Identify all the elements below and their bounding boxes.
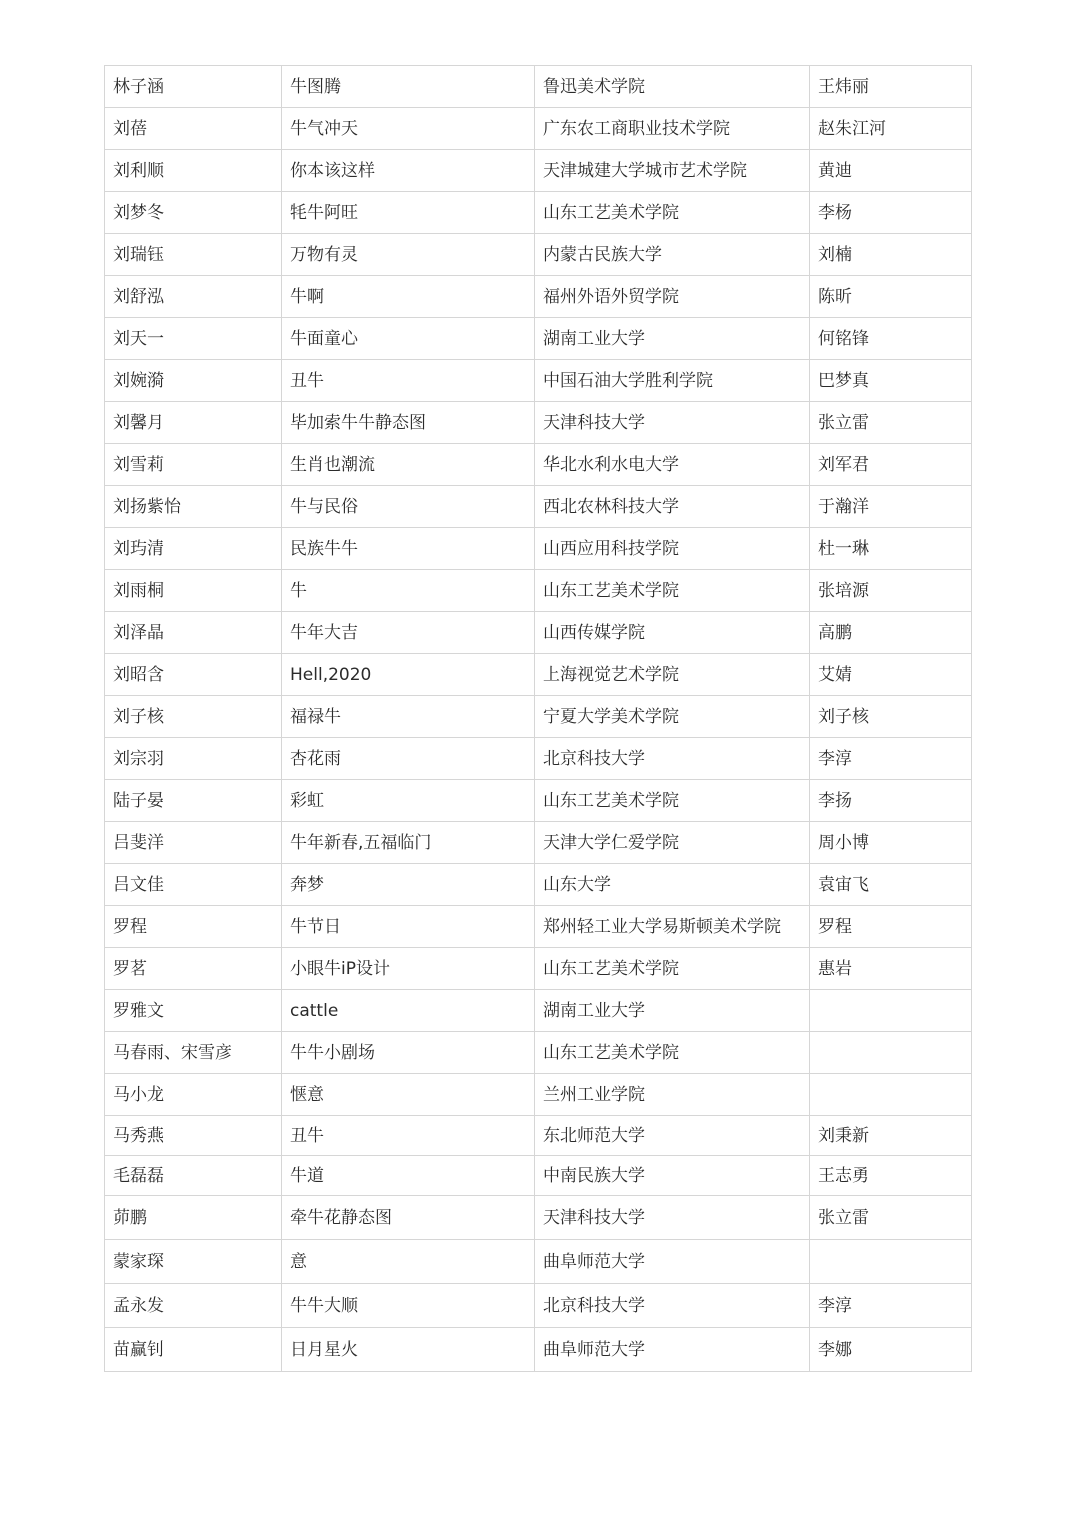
school-cell: 内蒙古民族大学: [535, 234, 810, 276]
school-cell: 山东工艺美术学院: [535, 780, 810, 822]
work-title-cell: 牛节日: [282, 906, 535, 948]
school-cell: 上海视觉艺术学院: [535, 654, 810, 696]
student-name-cell: 茆鹏: [105, 1196, 282, 1240]
work-title-cell: 日月星火: [282, 1328, 535, 1372]
student-name-cell: 蒙家琛: [105, 1240, 282, 1284]
work-title-cell: 小眼牛iP设计: [282, 948, 535, 990]
school-cell: 山东工艺美术学院: [535, 948, 810, 990]
student-name-cell: 孟永发: [105, 1284, 282, 1328]
work-title-cell: 牛年大吉: [282, 612, 535, 654]
table-row: [105, 696, 972, 738]
student-name-cell: 罗程: [105, 906, 282, 948]
school-cell: 山东大学: [535, 864, 810, 906]
student-name-cell: 马春雨、宋雪彦: [105, 1032, 282, 1074]
award-list-table: [104, 65, 972, 1372]
student-name-cell: 刘子核: [105, 696, 282, 738]
table-body: [105, 66, 972, 1372]
advisor-cell: 刘秉新: [810, 1116, 972, 1156]
school-cell: 湖南工业大学: [535, 990, 810, 1032]
work-title-cell: Hell,2020: [282, 654, 535, 696]
table-row: [105, 738, 972, 780]
student-name-cell: 刘玙清: [105, 528, 282, 570]
school-cell: 北京科技大学: [535, 738, 810, 780]
advisor-cell: 杜一琳: [810, 528, 972, 570]
advisor-cell: [810, 1240, 972, 1284]
school-cell: 山西传媒学院: [535, 612, 810, 654]
advisor-cell: 赵朱江河: [810, 108, 972, 150]
work-title-cell: 牛与民俗: [282, 486, 535, 528]
school-cell: 宁夏大学美术学院: [535, 696, 810, 738]
school-cell: 郑州轻工业大学易斯顿美术学院: [535, 906, 810, 948]
student-name-cell: 吕斐洋: [105, 822, 282, 864]
student-name-cell: 刘昭含: [105, 654, 282, 696]
advisor-cell: [810, 1032, 972, 1074]
advisor-cell: 李淳: [810, 738, 972, 780]
work-title-cell: 牛啊: [282, 276, 535, 318]
school-cell: 北京科技大学: [535, 1284, 810, 1328]
advisor-cell: 李杨: [810, 192, 972, 234]
table-row: [105, 1284, 972, 1328]
advisor-cell: 高鹏: [810, 612, 972, 654]
advisor-cell: 李娜: [810, 1328, 972, 1372]
school-cell: 广东农工商职业技术学院: [535, 108, 810, 150]
table-row: [105, 948, 972, 990]
work-title-cell: 牛年新春,五福临门: [282, 822, 535, 864]
advisor-cell: 何铭锋: [810, 318, 972, 360]
work-title-cell: 意: [282, 1240, 535, 1284]
advisor-cell: 李扬: [810, 780, 972, 822]
work-title-cell: 牛面童心: [282, 318, 535, 360]
school-cell: 华北水利水电大学: [535, 444, 810, 486]
advisor-cell: 张立雷: [810, 1196, 972, 1240]
work-title-cell: 牛: [282, 570, 535, 612]
table-row: [105, 654, 972, 696]
student-name-cell: 罗茗: [105, 948, 282, 990]
advisor-cell: 陈昕: [810, 276, 972, 318]
work-title-cell: 杏花雨: [282, 738, 535, 780]
work-title-cell: 福禄牛: [282, 696, 535, 738]
work-title-cell: 丑牛: [282, 1116, 535, 1156]
table-row: [105, 444, 972, 486]
school-cell: 山西应用科技学院: [535, 528, 810, 570]
table-row: [105, 570, 972, 612]
advisor-cell: 王炜丽: [810, 66, 972, 108]
student-name-cell: 刘天一: [105, 318, 282, 360]
advisor-cell: 王志勇: [810, 1156, 972, 1196]
advisor-cell: 于瀚洋: [810, 486, 972, 528]
school-cell: 天津科技大学: [535, 402, 810, 444]
student-name-cell: 毛磊磊: [105, 1156, 282, 1196]
student-name-cell: 林子涵: [105, 66, 282, 108]
student-name-cell: 刘婉漪: [105, 360, 282, 402]
table-row: [105, 360, 972, 402]
table-row: [105, 528, 972, 570]
table-row: [105, 486, 972, 528]
school-cell: 山东工艺美术学院: [535, 1032, 810, 1074]
table-row: [105, 276, 972, 318]
advisor-cell: 李淳: [810, 1284, 972, 1328]
school-cell: 曲阜师范大学: [535, 1328, 810, 1372]
table-row: [105, 906, 972, 948]
student-name-cell: 刘馨月: [105, 402, 282, 444]
table-row: [105, 1240, 972, 1284]
school-cell: 天津城建大学城市艺术学院: [535, 150, 810, 192]
advisor-cell: 刘军君: [810, 444, 972, 486]
work-title-cell: 惬意: [282, 1074, 535, 1116]
table-row: [105, 402, 972, 444]
table-row: [105, 822, 972, 864]
work-title-cell: 牛牛大顺: [282, 1284, 535, 1328]
advisor-cell: 张立雷: [810, 402, 972, 444]
student-name-cell: 吕文佳: [105, 864, 282, 906]
work-title-cell: 牛气冲天: [282, 108, 535, 150]
advisor-cell: 艾婧: [810, 654, 972, 696]
table-row: [105, 234, 972, 276]
work-title-cell: 牛道: [282, 1156, 535, 1196]
advisor-cell: 袁宙飞: [810, 864, 972, 906]
work-title-cell: 生肖也潮流: [282, 444, 535, 486]
school-cell: 西北农林科技大学: [535, 486, 810, 528]
student-name-cell: 刘雪莉: [105, 444, 282, 486]
school-cell: 福州外语外贸学院: [535, 276, 810, 318]
advisor-cell: 张培源: [810, 570, 972, 612]
work-title-cell: 毕加索牛牛静态图: [282, 402, 535, 444]
school-cell: 曲阜师范大学: [535, 1240, 810, 1284]
advisor-cell: 刘楠: [810, 234, 972, 276]
table-row: [105, 864, 972, 906]
table-row: [105, 780, 972, 822]
work-title-cell: 牛牛小剧场: [282, 1032, 535, 1074]
school-cell: 湖南工业大学: [535, 318, 810, 360]
school-cell: 天津科技大学: [535, 1196, 810, 1240]
student-name-cell: 马小龙: [105, 1074, 282, 1116]
student-name-cell: 马秀燕: [105, 1116, 282, 1156]
table-row: [105, 990, 972, 1032]
student-name-cell: 刘扬紫怡: [105, 486, 282, 528]
student-name-cell: 苗赢钊: [105, 1328, 282, 1372]
table-row: [105, 192, 972, 234]
student-name-cell: 刘利顺: [105, 150, 282, 192]
advisor-cell: [810, 990, 972, 1032]
student-name-cell: 罗雅文: [105, 990, 282, 1032]
advisor-cell: [810, 1074, 972, 1116]
advisor-cell: 周小博: [810, 822, 972, 864]
student-name-cell: 刘蓓: [105, 108, 282, 150]
work-title-cell: 万物有灵: [282, 234, 535, 276]
student-name-cell: 刘泽晶: [105, 612, 282, 654]
school-cell: 天津大学仁爱学院: [535, 822, 810, 864]
table-row: [105, 150, 972, 192]
student-name-cell: 刘梦冬: [105, 192, 282, 234]
table-row: [105, 108, 972, 150]
table-row: [105, 1074, 972, 1116]
table-row: [105, 1032, 972, 1074]
advisor-cell: 巴梦真: [810, 360, 972, 402]
school-cell: 鲁迅美术学院: [535, 66, 810, 108]
school-cell: 中南民族大学: [535, 1156, 810, 1196]
school-cell: 东北师范大学: [535, 1116, 810, 1156]
table-row: [105, 1328, 972, 1372]
work-title-cell: 牛图腾: [282, 66, 535, 108]
work-title-cell: 奔梦: [282, 864, 535, 906]
school-cell: 山东工艺美术学院: [535, 570, 810, 612]
table-row: [105, 612, 972, 654]
table-row: [105, 1156, 972, 1196]
work-title-cell: 彩虹: [282, 780, 535, 822]
advisor-cell: 罗程: [810, 906, 972, 948]
advisor-cell: 惠岩: [810, 948, 972, 990]
table-row: [105, 318, 972, 360]
work-title-cell: 牦牛阿旺: [282, 192, 535, 234]
advisor-cell: 刘子核: [810, 696, 972, 738]
school-cell: 山东工艺美术学院: [535, 192, 810, 234]
student-name-cell: 刘瑞钰: [105, 234, 282, 276]
advisor-cell: 黄迪: [810, 150, 972, 192]
student-name-cell: 刘舒泓: [105, 276, 282, 318]
table-row: [105, 1116, 972, 1156]
student-name-cell: 刘宗羽: [105, 738, 282, 780]
student-name-cell: 刘雨桐: [105, 570, 282, 612]
student-name-cell: 陆子晏: [105, 780, 282, 822]
work-title-cell: cattle: [282, 990, 535, 1032]
school-cell: 兰州工业学院: [535, 1074, 810, 1116]
table-row: [105, 1196, 972, 1240]
table-row: [105, 66, 972, 108]
document-page: [104, 65, 971, 1372]
work-title-cell: 民族牛牛: [282, 528, 535, 570]
work-title-cell: 你本该这样: [282, 150, 535, 192]
school-cell: 中国石油大学胜利学院: [535, 360, 810, 402]
work-title-cell: 牵牛花静态图: [282, 1196, 535, 1240]
work-title-cell: 丑牛: [282, 360, 535, 402]
